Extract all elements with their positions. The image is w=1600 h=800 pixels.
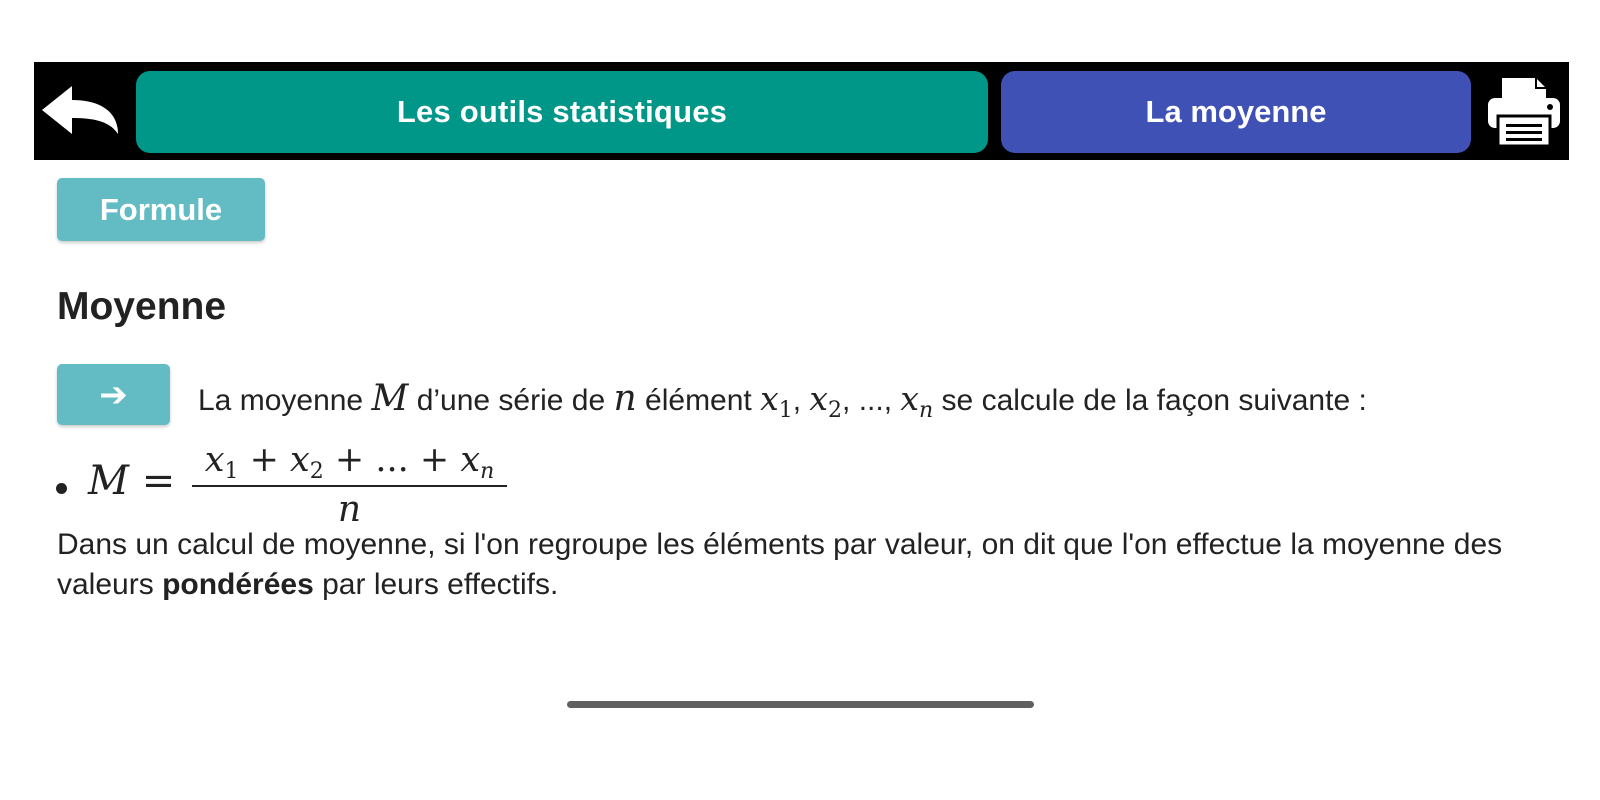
lesson-button[interactable] <box>1001 71 1471 153</box>
var-x1: $x_1$ <box>760 379 793 423</box>
formule-label: Formule <box>99 191 223 227</box>
ellipsis: , ..., <box>842 384 901 417</box>
print-button[interactable] <box>1484 76 1564 148</box>
fraction-bar <box>192 485 507 487</box>
back-button[interactable] <box>40 84 122 140</box>
fraction-numerator: $x_1 + x_2$ + ... + $x_n$ <box>204 440 495 484</box>
fraction-denominator: n <box>337 489 362 530</box>
intro-part1: La moyenne <box>198 384 364 417</box>
header-bar <box>34 62 1569 160</box>
mean-formula <box>56 440 526 530</box>
intro-text <box>198 378 1367 423</box>
section-title: Moyenne <box>57 285 227 328</box>
next-arrow-button[interactable] <box>57 364 170 425</box>
intro-part4: se calcule de la façon suivante : <box>941 384 1367 417</box>
formule-button[interactable] <box>57 178 265 241</box>
back-arrow-icon <box>40 84 122 140</box>
intro-part2: d’une série de <box>416 384 606 417</box>
var-x2: $x_2$ <box>809 379 843 423</box>
formula-lhs: M = <box>88 458 176 504</box>
intro-part3: élément <box>645 384 752 417</box>
fraction <box>192 440 507 530</box>
var-M: M <box>371 378 409 419</box>
var-xn: $x_n$ <box>900 379 934 423</box>
weighted-mean-paragraph: Dans un calcul de moyenne, si l'on regroupe les éléments par valeur, on dit que l'on effectue la moyenne des valeurs pondérées par leurs effectifs. <box>57 528 1503 601</box>
home-indicator[interactable] <box>567 701 1034 708</box>
lesson-label: La moyenne <box>1145 94 1327 129</box>
var-n: n <box>613 378 637 419</box>
printer-icon <box>1484 76 1564 148</box>
sep1: , <box>792 384 802 417</box>
bullet <box>56 483 67 494</box>
chapter-label: Les outils statistiques <box>396 94 728 129</box>
chapter-button[interactable] <box>136 71 988 153</box>
arrow-right-icon: ➔ <box>99 375 128 414</box>
bold-ponderees: pondérées <box>162 568 314 601</box>
